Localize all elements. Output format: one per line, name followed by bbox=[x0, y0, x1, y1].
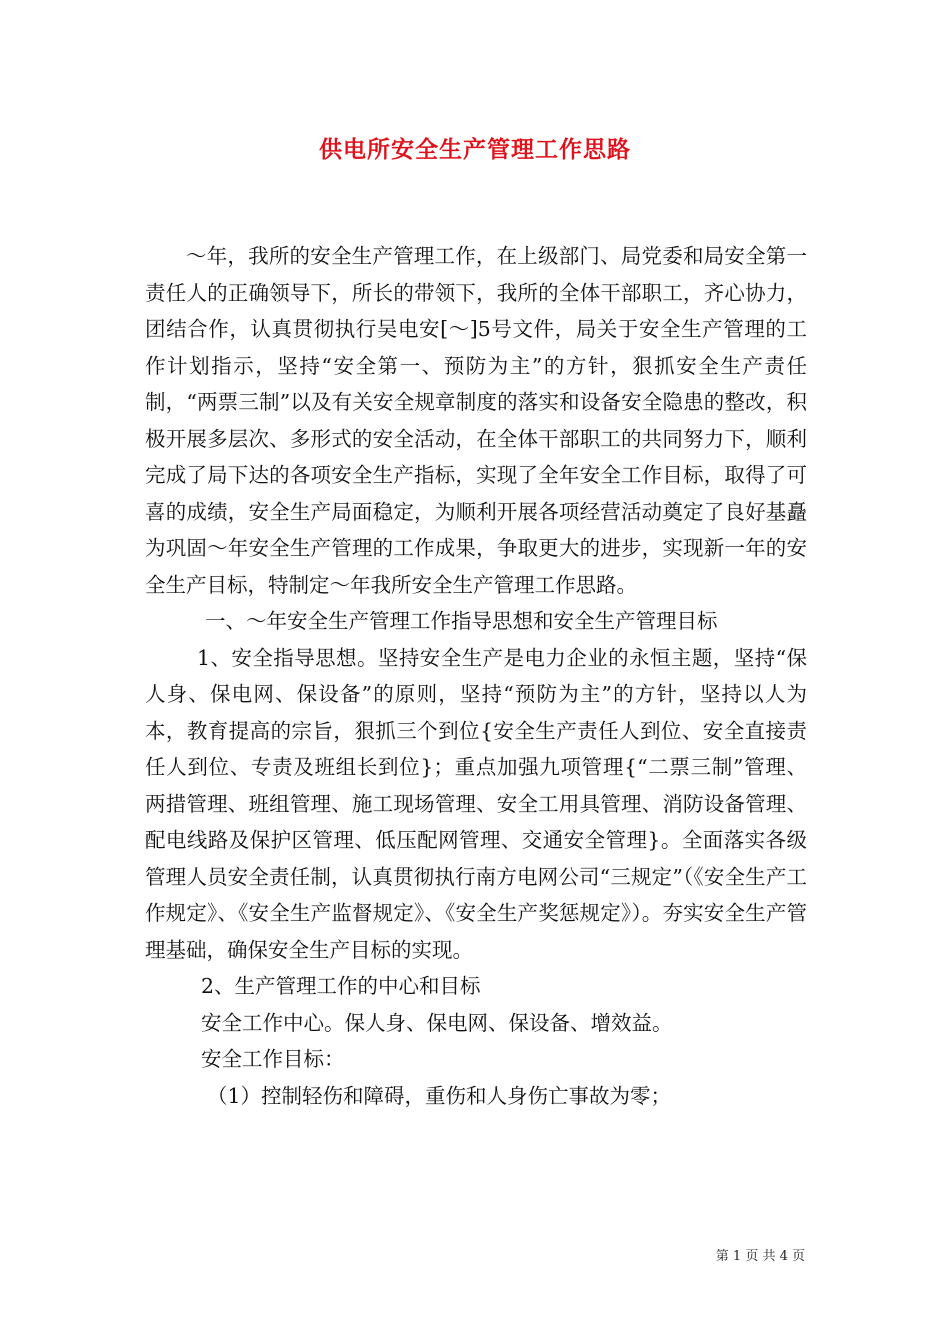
safety-center-line: 安全工作中心。保人身、保电网、保设备、增效益。 bbox=[201, 1010, 673, 1035]
document-body bbox=[145, 238, 807, 1114]
item-2-heading: 2、生产管理工作的中心和目标 bbox=[201, 974, 481, 998]
page-number: 第 1 页 共 4 页 bbox=[715, 1249, 805, 1264]
document-title: 供电所安全生产管理工作思路 bbox=[319, 136, 631, 163]
intro-paragraph: ～年，我所的安全生产管理工作，在上级部门、局党委和局安全第一责任人的正确领导下，所长的带领下，我所的全体干部职工，齐心协力，团结合作，认真贯彻执行吴电安[～]5号文件，局关于安全生产管理的工作计划指示，坚持“安全第一、预防为主”的方针，狠抓安全生产责任制，“两票三制”以及有关安全规章制度的落实和设备安全隐患的整改，积极开展多层次、多形式的安全活动，在全体干部职工的共同努力下，顺利完成了局下达的各项安全生产指标，实现了全年安全工作目标，取得了可喜的成绩，安全生产局面稳定，为顺利开展各项经营活动奠定了良好基矗为巩固～年安全生产管理的工作成果，争取更大的进步，实现新一年的安全生产目标，特制定～年我所安全生产管理工作思路。 bbox=[145, 244, 807, 597]
goal-item-1: （1）控制轻伤和障碍，重伤和人身伤亡事故为零； bbox=[207, 1083, 672, 1108]
section-heading: 一、～年安全生产管理工作指导思想和安全生产管理目标 bbox=[205, 609, 718, 633]
item-1-paragraph: 1、安全指导思想。坚持安全生产是电力企业的永恒主题，坚持“保人身、保电网、保设备”的原则，坚持“预防为主”的方针，坚持以人为本，教育提高的宗旨，狠抓三个到位{安全生产责任人到位、安全直接责任人到位、专责及班组长到位}；重点加强九项管理{“二票三制”管理、两措管理、班组管理、施工现场管理、安全工用具管理、消防设备管理、配电线路及保护区管理、低压配网管理、交通安全管理}。全面落实各级管理人员安全责任制，认真贯彻执行南方电网公司“三规定”（《安全生产工作规定》、《安全生产监督规定》、《安全生产奖惩规定》）。夯实安全生产管理基础，确保安全生产目标的实现。 bbox=[145, 645, 807, 962]
safety-goal-label: 安全工作目标： bbox=[201, 1047, 345, 1071]
